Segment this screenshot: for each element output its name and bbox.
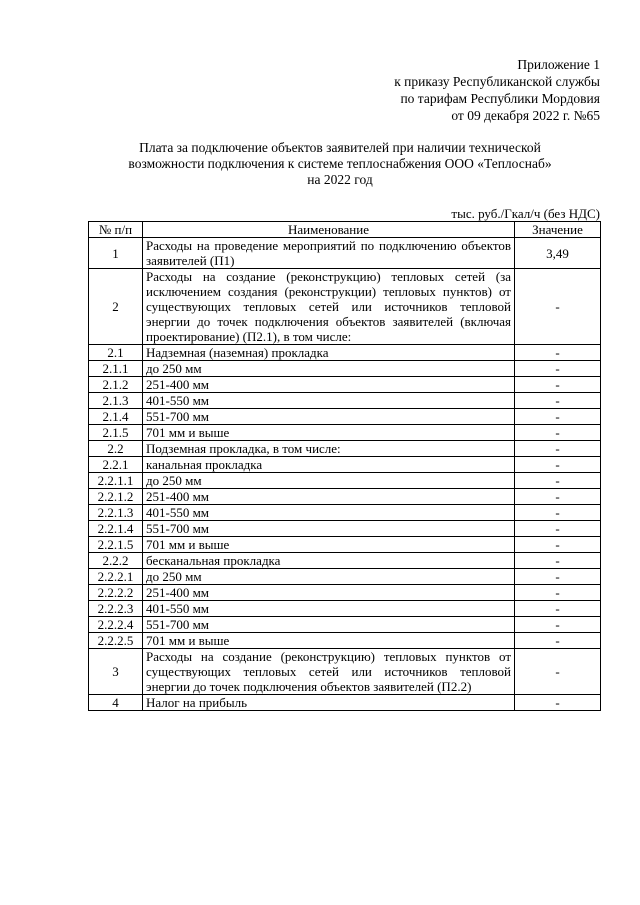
- row-name: Расходы на создание (реконструкцию) тепловых сетей (за исключением создания (реконструкции) тепловых пунктов) от существующих тепловых сетей или источников тепловой энергии до точек подключения объектов заявителей (включая проектирование) (П2.1), в том числе:: [143, 269, 515, 345]
- row-name: Расходы на проведение мероприятий по подключению объектов заявителей (П1): [143, 238, 515, 269]
- table-row: [89, 409, 601, 425]
- row-value: -: [515, 409, 601, 425]
- row-number: 2.2.1.2: [89, 489, 143, 505]
- row-value: -: [515, 695, 601, 711]
- table-row: [89, 521, 601, 537]
- row-value: -: [515, 585, 601, 601]
- row-number: 2.2.1.5: [89, 537, 143, 553]
- table-row: [89, 695, 601, 711]
- table-row: [89, 489, 601, 505]
- table-row: [89, 505, 601, 521]
- row-number: 2.2.2.2: [89, 585, 143, 601]
- table-row: [89, 585, 601, 601]
- row-value: -: [515, 345, 601, 361]
- column-header-value: Значение: [515, 222, 601, 238]
- row-value: -: [515, 617, 601, 633]
- row-name: 251-400 мм: [143, 585, 515, 601]
- title-line: Плата за подключение объектов заявителей при наличии технической: [139, 140, 541, 155]
- row-number: 2.2.1: [89, 457, 143, 473]
- row-number: 2.1.2: [89, 377, 143, 393]
- row-name: 701 мм и выше: [143, 537, 515, 553]
- table-row: [89, 269, 601, 345]
- row-value: -: [515, 489, 601, 505]
- row-value: -: [515, 553, 601, 569]
- appendix-block: [200, 56, 600, 124]
- row-number: 2.2.2.5: [89, 633, 143, 649]
- table-row: [89, 361, 601, 377]
- appendix-line: Приложение 1: [517, 57, 600, 72]
- row-number: 2.2.1.3: [89, 505, 143, 521]
- table-row: [89, 537, 601, 553]
- fee-table: [88, 221, 601, 711]
- table-header-row: [89, 222, 601, 238]
- table-row: [89, 457, 601, 473]
- document-title: [60, 140, 620, 188]
- row-number: 2.2.2.4: [89, 617, 143, 633]
- row-name: до 250 мм: [143, 569, 515, 585]
- row-value: -: [515, 505, 601, 521]
- row-name: Надземная (наземная) прокладка: [143, 345, 515, 361]
- row-name: бесканальная прокладка: [143, 553, 515, 569]
- row-name: 251-400 мм: [143, 489, 515, 505]
- row-name: до 250 мм: [143, 361, 515, 377]
- row-name: 401-550 мм: [143, 505, 515, 521]
- table-row: [89, 473, 601, 489]
- row-name: 551-700 мм: [143, 521, 515, 537]
- table-row: [89, 553, 601, 569]
- unit-label: тыс. руб./Гкал/ч (без НДС): [451, 206, 600, 221]
- column-header-number: № п/п: [89, 222, 143, 238]
- row-value: -: [515, 473, 601, 489]
- row-value: -: [515, 361, 601, 377]
- row-number: 2.2.1.4: [89, 521, 143, 537]
- row-number: 2.2.1.1: [89, 473, 143, 489]
- row-number: 4: [89, 695, 143, 711]
- row-number: 2.2.2.3: [89, 601, 143, 617]
- table-row: [89, 601, 601, 617]
- row-value: -: [515, 377, 601, 393]
- row-name: Подземная прокладка, в том числе:: [143, 441, 515, 457]
- row-name: 701 мм и выше: [143, 633, 515, 649]
- row-value: -: [515, 649, 601, 695]
- title-line: возможности подключения к системе теплоснабжения ООО «Теплоснаб»: [128, 156, 552, 171]
- column-header-name: Наименование: [143, 222, 515, 238]
- table-row: [89, 425, 601, 441]
- table-row: [89, 649, 601, 695]
- row-value: -: [515, 457, 601, 473]
- row-name: 251-400 мм: [143, 377, 515, 393]
- table-row: [89, 377, 601, 393]
- table-body: [89, 238, 601, 711]
- row-value: -: [515, 269, 601, 345]
- row-name: канальная прокладка: [143, 457, 515, 473]
- row-number: 2.1.4: [89, 409, 143, 425]
- row-value: -: [515, 393, 601, 409]
- row-number: 2.1.1: [89, 361, 143, 377]
- table-row: [89, 633, 601, 649]
- appendix-line: к приказу Республиканской службы: [394, 74, 600, 89]
- row-value: 3,49: [515, 238, 601, 269]
- table-row: [89, 238, 601, 269]
- row-number: 1: [89, 238, 143, 269]
- row-value: -: [515, 537, 601, 553]
- row-number: 2: [89, 269, 143, 345]
- table-row: [89, 569, 601, 585]
- row-name: Налог на прибыль: [143, 695, 515, 711]
- row-number: 2.2.2.1: [89, 569, 143, 585]
- table-row: [89, 345, 601, 361]
- row-value: -: [515, 569, 601, 585]
- row-name: 701 мм и выше: [143, 425, 515, 441]
- row-value: -: [515, 521, 601, 537]
- row-value: -: [515, 441, 601, 457]
- row-number: 2.1.5: [89, 425, 143, 441]
- row-name: 551-700 мм: [143, 409, 515, 425]
- title-line: на 2022 год: [307, 172, 373, 187]
- table-row: [89, 393, 601, 409]
- row-number: 2.1.3: [89, 393, 143, 409]
- row-value: -: [515, 633, 601, 649]
- table-row: [89, 441, 601, 457]
- row-value: -: [515, 601, 601, 617]
- appendix-line: от 09 декабря 2022 г. №65: [451, 108, 600, 123]
- row-name: 401-550 мм: [143, 601, 515, 617]
- row-number: 3: [89, 649, 143, 695]
- row-value: -: [515, 425, 601, 441]
- row-name: Расходы на создание (реконструкцию) тепловых пунктов от существующих тепловых сетей или источников тепловой энергии до точек подключения объектов заявителей (П2.2): [143, 649, 515, 695]
- row-number: 2.2.2: [89, 553, 143, 569]
- row-name: 401-550 мм: [143, 393, 515, 409]
- row-name: до 250 мм: [143, 473, 515, 489]
- appendix-line: по тарифам Республики Мордовия: [400, 91, 600, 106]
- row-number: 2.2: [89, 441, 143, 457]
- row-number: 2.1: [89, 345, 143, 361]
- table-row: [89, 617, 601, 633]
- row-name: 551-700 мм: [143, 617, 515, 633]
